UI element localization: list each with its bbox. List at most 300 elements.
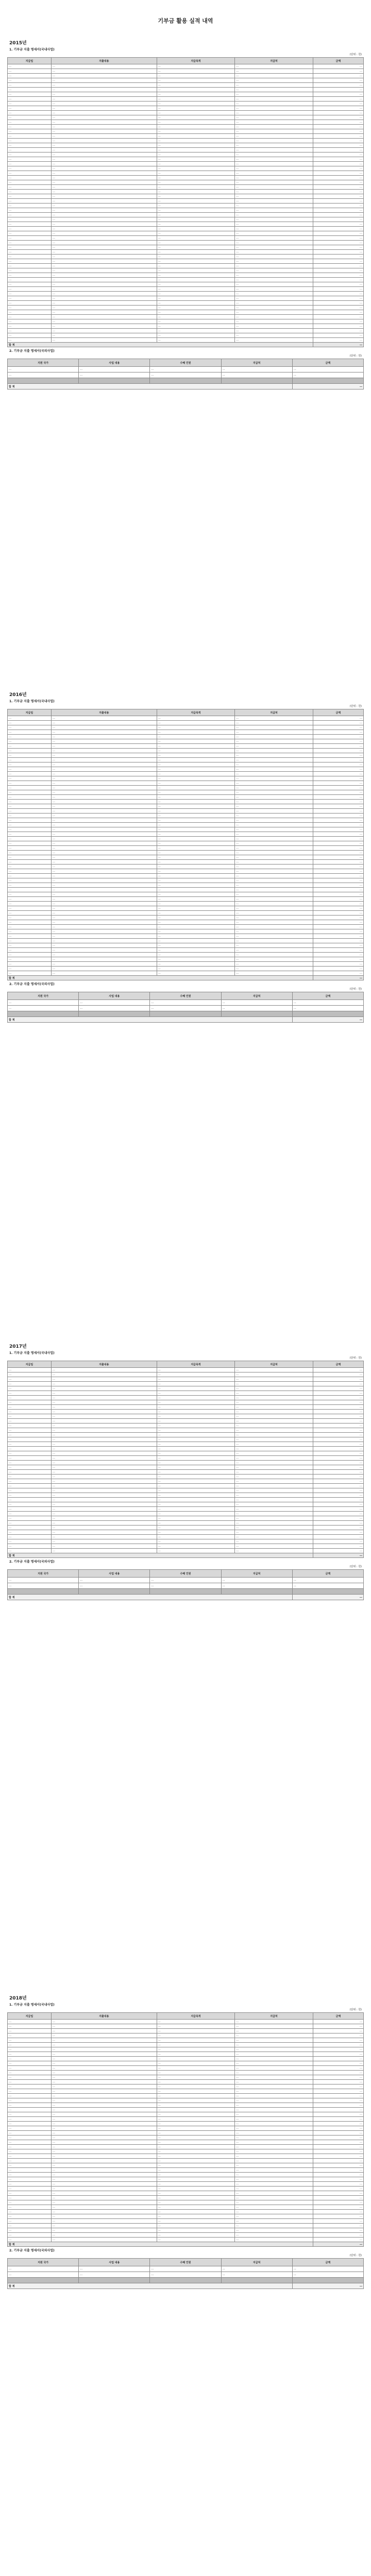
table-row (8, 338, 364, 343)
table-row (8, 753, 364, 758)
table-cell: … (313, 934, 363, 939)
table-cell: … (51, 851, 157, 855)
table-cell: … (8, 1410, 52, 1414)
table-cell: … (313, 1530, 363, 1535)
table-cell: … (8, 115, 52, 120)
column-header: 금액 (313, 2013, 363, 2020)
table-cell: … (313, 906, 363, 911)
table-cell: … (51, 920, 157, 925)
table-cell: … (235, 1507, 313, 1512)
table-row (8, 2196, 364, 2200)
table-cell: … (313, 953, 363, 957)
table-cell: … (8, 934, 52, 939)
table-cell: … (51, 1488, 157, 1493)
table-row (8, 939, 364, 943)
table-cell: … (8, 231, 52, 236)
table-cell: … (157, 2214, 235, 2219)
table-row (8, 2103, 364, 2108)
table-cell: … (235, 2224, 313, 2228)
table-cell: … (51, 1396, 157, 1400)
table-row (8, 786, 364, 790)
table-cell: … (235, 883, 313, 888)
table-cell: … (8, 1470, 52, 1475)
table-cell: … (313, 2047, 363, 2052)
table-cell: … (235, 231, 313, 236)
table-row (8, 2089, 364, 2094)
table-cell: … (235, 1539, 313, 1544)
table-cell: … (51, 967, 157, 971)
table-cell: … (51, 296, 157, 301)
table-cell (8, 1011, 79, 1017)
table-cell: … (313, 166, 363, 171)
table-cell: … (235, 2029, 313, 2033)
table-cell: … (8, 2038, 52, 2043)
table-cell: … (8, 2200, 52, 2205)
table-cell: … (157, 888, 235, 892)
table-cell: … (313, 2163, 363, 2168)
table-cell: … (235, 157, 313, 162)
table-cell: … (313, 814, 363, 818)
table-cell: … (51, 827, 157, 832)
table-cell: … (313, 2112, 363, 2117)
table-cell: … (157, 1442, 235, 1447)
table-cell: … (235, 245, 313, 250)
table-cell: … (8, 739, 52, 744)
table-cell: … (157, 255, 235, 259)
table-cell: … (313, 860, 363, 865)
table-row (8, 157, 364, 162)
table-cell: … (51, 83, 157, 88)
table-cell: … (157, 301, 235, 306)
table-cell: … (235, 162, 313, 166)
table-cell: … (313, 869, 363, 874)
table-header-row (8, 359, 364, 367)
table-cell: … (235, 152, 313, 157)
table-cell: … (157, 939, 235, 943)
table-row (8, 129, 364, 134)
table-cell: … (157, 920, 235, 925)
table-cell: … (157, 2163, 235, 2168)
overseas-expense-table (7, 992, 364, 1023)
table-cell: … (313, 2071, 363, 2075)
table-cell: … (157, 199, 235, 204)
table-cell: … (8, 157, 52, 162)
table-cell: … (8, 1498, 52, 1502)
table-cell: … (157, 1372, 235, 1377)
table-row (8, 1423, 364, 1428)
table-cell: … (8, 268, 52, 273)
table-cell: … (157, 1433, 235, 1437)
table-row (8, 148, 364, 152)
table-cell: … (235, 1488, 313, 1493)
table-cell: … (79, 1000, 150, 1006)
table-cell: … (157, 2154, 235, 2159)
table-cell: … (313, 2043, 363, 2047)
table-cell: … (157, 837, 235, 841)
table-cell: … (8, 236, 52, 241)
table-cell: … (235, 795, 313, 800)
table-cell: … (313, 1516, 363, 1521)
table-cell: … (313, 739, 363, 744)
table-cell: … (8, 772, 52, 776)
table-cell: … (157, 725, 235, 730)
table-cell: … (235, 2084, 313, 2089)
table-cell: … (8, 111, 52, 115)
table-cell: … (8, 250, 52, 255)
table-cell: … (8, 2219, 52, 2224)
table-cell: … (313, 2057, 363, 2061)
table-cell (79, 378, 150, 384)
table-cell: … (235, 1451, 313, 1456)
table-cell: … (51, 2020, 157, 2024)
table-cell (221, 378, 292, 384)
table-cell: … (51, 1544, 157, 1549)
table-cell: … (8, 943, 52, 948)
table-cell: … (51, 2071, 157, 2075)
table-cell: … (235, 134, 313, 139)
table-cell: … (157, 1516, 235, 1521)
table-cell: … (157, 2196, 235, 2200)
table-cell: … (51, 846, 157, 851)
table-cell: … (8, 911, 52, 916)
table-row (8, 883, 364, 888)
column-header: 지출내용 (51, 1361, 157, 1368)
table-cell: … (235, 2182, 313, 2187)
table-row (8, 2043, 364, 2047)
table-cell: … (8, 2173, 52, 2177)
table-cell: … (313, 758, 363, 762)
table-row (8, 120, 364, 125)
table-cell: … (51, 2033, 157, 2038)
table-cell: … (235, 1433, 313, 1437)
table-row (8, 953, 364, 957)
table-cell: … (157, 97, 235, 101)
table-cell: … (8, 92, 52, 97)
table-cell: … (235, 2024, 313, 2029)
table-cell: … (8, 306, 52, 310)
table-cell: … (51, 171, 157, 176)
column-header: 지급일 (8, 1361, 52, 1368)
table-cell: … (235, 874, 313, 878)
table-cell: … (157, 180, 235, 185)
table-row (8, 1470, 364, 1475)
table-cell: … (157, 860, 235, 865)
table-cell: … (235, 2094, 313, 2098)
table-cell: … (8, 2066, 52, 2071)
table-cell: … (235, 869, 313, 874)
table-cell: … (313, 1526, 363, 1530)
table-cell: … (313, 2159, 363, 2163)
table-cell: … (235, 338, 313, 343)
table-row (8, 1507, 364, 1512)
table-cell: … (235, 315, 313, 319)
table-row (8, 776, 364, 781)
table-row (8, 916, 364, 920)
table-cell: … (313, 236, 363, 241)
table-cell (221, 1011, 292, 1017)
table-cell: … (235, 2196, 313, 2200)
table-cell: … (157, 194, 235, 199)
table-cell: … (51, 1493, 157, 1498)
table-cell: … (313, 296, 363, 301)
table-cell: … (235, 1391, 313, 1396)
table-cell: … (8, 725, 52, 730)
table-cell: … (157, 2061, 235, 2066)
overseas-expense-table (7, 359, 364, 389)
table-row (8, 1382, 364, 1386)
table-cell: … (8, 846, 52, 851)
table-cell: … (8, 776, 52, 781)
table-cell: … (157, 134, 235, 139)
table-cell: … (8, 292, 52, 296)
table-row (8, 943, 364, 948)
table-cell: … (157, 1461, 235, 1465)
table-cell: … (235, 1512, 313, 1516)
table-row (8, 1475, 364, 1479)
table-cell: … (157, 2173, 235, 2177)
table-row (8, 1437, 364, 1442)
table-cell: … (51, 1447, 157, 1451)
table-cell: … (313, 310, 363, 315)
table-cell: … (235, 1544, 313, 1549)
table1-title: 1. 기부금 지출 명세서(국내사업) (9, 1351, 55, 1355)
table-cell: … (51, 953, 157, 957)
column-header: 지급일 (8, 709, 52, 716)
table-cell: … (235, 1479, 313, 1484)
table-cell: … (51, 264, 157, 268)
table-cell: … (313, 790, 363, 795)
table-cell: … (235, 199, 313, 204)
table-cell: … (157, 762, 235, 767)
table-cell: … (51, 2112, 157, 2117)
table-cell (292, 1011, 363, 1017)
table-cell: … (8, 1493, 52, 1498)
table-cell: … (8, 1507, 52, 1512)
table-cell: … (235, 925, 313, 929)
table-cell: … (235, 319, 313, 324)
table-cell: … (79, 1578, 150, 1583)
unit-label: (단위 : 원) (349, 2254, 362, 2257)
table-cell: … (235, 1428, 313, 1433)
table-cell: … (235, 222, 313, 227)
table-cell: … (235, 2126, 313, 2131)
table-cell: … (8, 2103, 52, 2108)
total-amount: … (313, 1553, 363, 1558)
table-cell (150, 378, 221, 384)
table-row (8, 1377, 364, 1382)
table-cell: … (8, 2210, 52, 2214)
table-row (8, 2154, 364, 2159)
table-cell: … (51, 1521, 157, 1526)
table-cell: … (313, 64, 363, 69)
table-cell: … (157, 2112, 235, 2117)
table-cell: … (157, 176, 235, 180)
table-cell: … (51, 231, 157, 236)
table-row (8, 2094, 364, 2098)
table-cell: … (313, 134, 363, 139)
table-cell: … (235, 2043, 313, 2047)
table-cell: … (157, 2191, 235, 2196)
table-cell: … (8, 1372, 52, 1377)
table-cell: … (313, 324, 363, 329)
table-row (8, 1530, 364, 1535)
table-header-row (8, 1570, 364, 1578)
table-row (8, 967, 364, 971)
total-label: 합 계 (8, 1017, 293, 1023)
table-cell: … (157, 1368, 235, 1372)
table-cell: … (8, 1433, 52, 1437)
table-cell: … (51, 64, 157, 69)
table-cell: … (235, 1502, 313, 1507)
table-header-row (8, 1361, 364, 1368)
table-cell: … (235, 2187, 313, 2191)
table-cell: … (8, 338, 52, 343)
column-header: 지급일 (8, 2013, 52, 2020)
table-cell: … (150, 367, 221, 372)
table-cell: … (8, 2117, 52, 2122)
table-cell: … (79, 372, 150, 378)
table-cell: … (313, 897, 363, 902)
table-cell: … (51, 1382, 157, 1386)
table-cell: … (313, 2238, 363, 2242)
table-cell: … (157, 259, 235, 264)
table-cell: … (157, 948, 235, 953)
table-cell: … (235, 2173, 313, 2177)
table-cell: … (51, 1512, 157, 1516)
table-cell: … (313, 287, 363, 292)
table-cell: … (8, 83, 52, 88)
table-cell (79, 1589, 150, 1595)
table-cell: … (157, 2224, 235, 2228)
table-cell: … (51, 92, 157, 97)
table-cell: … (235, 2214, 313, 2219)
table-row (8, 97, 364, 101)
column-header: 지원 국가 (8, 1570, 79, 1578)
table-cell: … (51, 236, 157, 241)
table-cell: … (313, 2140, 363, 2145)
table-cell: … (8, 883, 52, 888)
column-header: 지급목적 (157, 709, 235, 716)
table-cell: … (235, 1461, 313, 1465)
table-cell: … (157, 749, 235, 753)
table-cell: … (157, 897, 235, 902)
table-cell: … (51, 2191, 157, 2196)
column-header: 지급처 (221, 1570, 292, 1578)
table-cell: … (51, 2233, 157, 2238)
table-cell: … (51, 874, 157, 878)
table-cell: … (313, 338, 363, 343)
table-cell: … (8, 1396, 52, 1400)
table-row (8, 241, 364, 245)
table-cell: … (235, 1400, 313, 1405)
table-row (8, 767, 364, 772)
table-cell: … (8, 69, 52, 74)
table-cell: … (157, 2075, 235, 2080)
table-cell: … (157, 1484, 235, 1488)
table-cell: … (235, 324, 313, 329)
table-row (8, 64, 364, 69)
table-cell: … (157, 236, 235, 241)
table-cell: … (51, 730, 157, 735)
table-cell: … (157, 162, 235, 166)
table-cell: … (313, 101, 363, 106)
table-cell: … (51, 2205, 157, 2210)
column-header: 지원 국가 (8, 359, 79, 367)
table-cell: … (313, 125, 363, 129)
table-row (8, 1549, 364, 1553)
table-row (8, 957, 364, 962)
table-cell: … (8, 1578, 79, 1583)
table-cell: … (8, 273, 52, 278)
table-cell: … (235, 832, 313, 837)
table-cell: … (235, 2159, 313, 2163)
table-cell: … (51, 925, 157, 929)
table-cell: … (51, 2228, 157, 2233)
table-row (8, 1488, 364, 1493)
table-cell: … (235, 329, 313, 333)
table1-title: 1. 기부금 지출 명세서(국내사업) (9, 48, 55, 52)
table-cell: … (235, 1386, 313, 1391)
table-cell: … (8, 2024, 52, 2029)
table-row (8, 1526, 364, 1530)
table-cell: … (8, 2047, 52, 2052)
table-cell (8, 378, 79, 384)
table-cell: … (235, 97, 313, 101)
table-cell: … (313, 878, 363, 883)
table-cell: … (313, 185, 363, 190)
table-cell: … (221, 367, 292, 372)
table-cell: … (235, 865, 313, 869)
table-cell: … (292, 1578, 363, 1583)
table-cell: … (8, 125, 52, 129)
table-cell: … (157, 2159, 235, 2163)
table-cell: … (8, 134, 52, 139)
table-row (8, 2177, 364, 2182)
table-cell: … (235, 204, 313, 208)
table-row (8, 1539, 364, 1544)
table-cell: … (313, 129, 363, 134)
year-label: 2015년 (9, 41, 27, 46)
table-cell: … (8, 287, 52, 292)
table-cell: … (8, 967, 52, 971)
table-cell: … (79, 1583, 150, 1589)
table-cell: … (313, 2233, 363, 2238)
table-row (8, 934, 364, 939)
table-cell: … (313, 1539, 363, 1544)
table-cell: … (8, 730, 52, 735)
table1-title: 1. 기부금 지출 명세서(국내사업) (9, 700, 55, 703)
table-cell: … (51, 2238, 157, 2242)
table-cell: … (157, 781, 235, 786)
table-cell: … (51, 841, 157, 846)
table-cell: … (157, 1447, 235, 1451)
table-cell: … (8, 1465, 52, 1470)
table-cell: … (157, 818, 235, 823)
table-cell: … (157, 273, 235, 278)
table-cell: … (313, 749, 363, 753)
table-cell: … (313, 735, 363, 739)
table-cell: … (313, 2200, 363, 2205)
table-cell: … (235, 2080, 313, 2084)
table-cell: … (157, 2177, 235, 2182)
table-cell: … (313, 264, 363, 268)
table-row (8, 1535, 364, 1539)
total-row (8, 1595, 364, 1600)
table-cell: … (157, 292, 235, 296)
table-cell: … (157, 139, 235, 143)
table-cell: … (8, 832, 52, 837)
table-cell: … (157, 296, 235, 301)
